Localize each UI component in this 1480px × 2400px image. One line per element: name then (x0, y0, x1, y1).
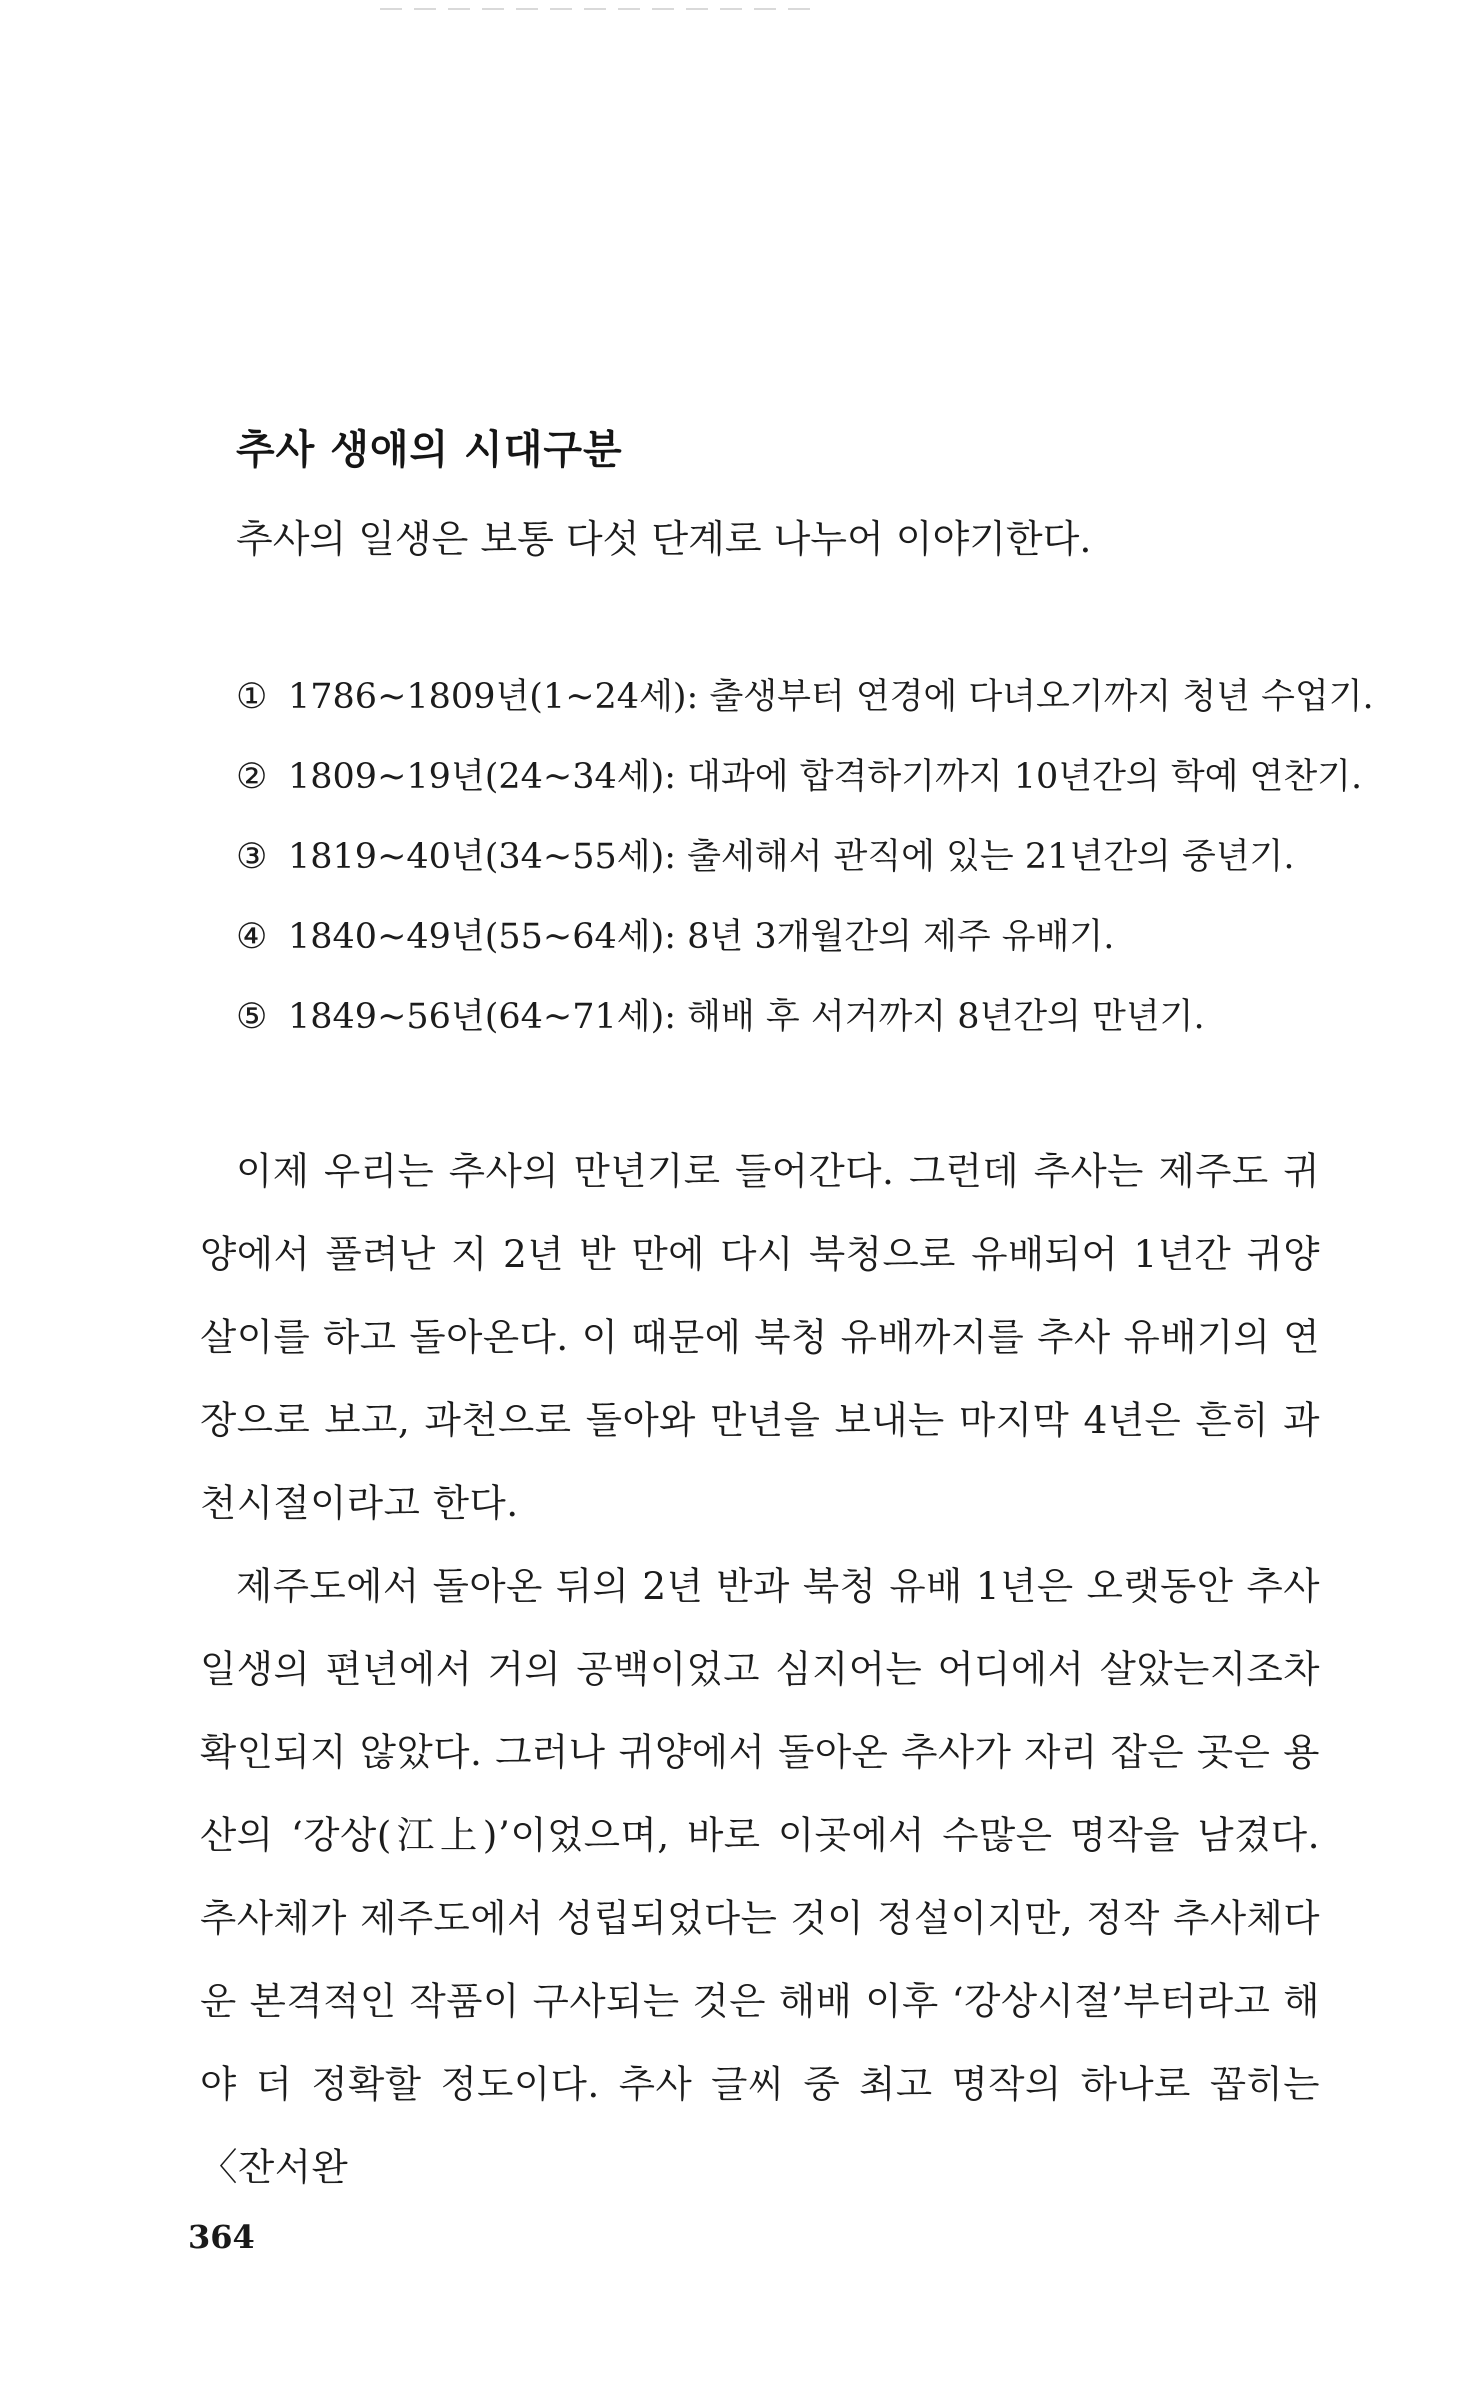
period-number-marker: ① (236, 677, 268, 717)
period-item (236, 825, 1374, 905)
period-item (236, 985, 1374, 1065)
period-text: 1819~40년(34~55세): 출세해서 관직에 있는 21년간의 중년기. (288, 837, 1295, 877)
period-number-marker: ④ (236, 917, 268, 957)
period-text: 1840~49년(55~64세): 8년 3개월간의 제주 유배기. (288, 917, 1115, 957)
page-number: 364 (188, 2218, 255, 2256)
period-number-marker: ② (236, 757, 268, 797)
period-number-marker: ③ (236, 837, 268, 877)
body-paragraph: 이제 우리는 추사의 만년기로 들어간다. 그런데 추사는 제주도 귀양에서 풀려난 지 2년 반 만에 다시 북청으로 유배되어 1년간 귀양살이를 하고 돌아온다. 이 때문에 북청 유배까지를 추사 유배기의 연장으로 보고, 과천으로 돌아와 만년을 보내는 마지막 4년은 흔히 과천시절이라고 한다. (200, 1149, 1320, 1525)
period-list (236, 665, 1374, 1065)
section-heading: 추사 생애의 시대구분 (236, 427, 623, 473)
body-text (200, 1130, 1320, 2209)
period-item (236, 905, 1374, 985)
body-paragraph: 제주도에서 돌아온 뒤의 2년 반과 북청 유배 1년은 오랫동안 추사 일생의 편년에서 거의 공백이었고 심지어는 어디에서 살았는지조차 확인되지 않았다. 그러나 귀양에서 돌아온 추사가 자리 잡은 곳은 용산의 ‘강상(江上)’이었으며, 바로 이곳에서 수많은 명작을 남겼다. 추사체가 제주도에서 성립되었다는 것이 정설이지만, 정작 추사체다운 본격적인 작품이 구사되는 것은 해배 이후 ‘강상시절’부터라고 해야 더 정확할 정도이다. 추사 글씨 중 최고 명작의 하나로 꼽히는 〈잔서완 (200, 1564, 1320, 2189)
period-item (236, 745, 1374, 825)
period-text: 1786~1809년(1~24세): 출생부터 연경에 다녀오기까지 청년 수업기. (288, 677, 1374, 717)
period-text: 1809~19년(24~34세): 대과에 합격하기까지 10년간의 학예 연찬기. (288, 757, 1363, 797)
period-item (236, 665, 1374, 745)
intro-sentence: 추사의 일생은 보통 다섯 단계로 나누어 이야기한다. (236, 517, 1092, 561)
period-number-marker: ⑤ (236, 997, 268, 1037)
period-text: 1849~56년(64~71세): 해배 후 서거까지 8년간의 만년기. (288, 997, 1205, 1037)
